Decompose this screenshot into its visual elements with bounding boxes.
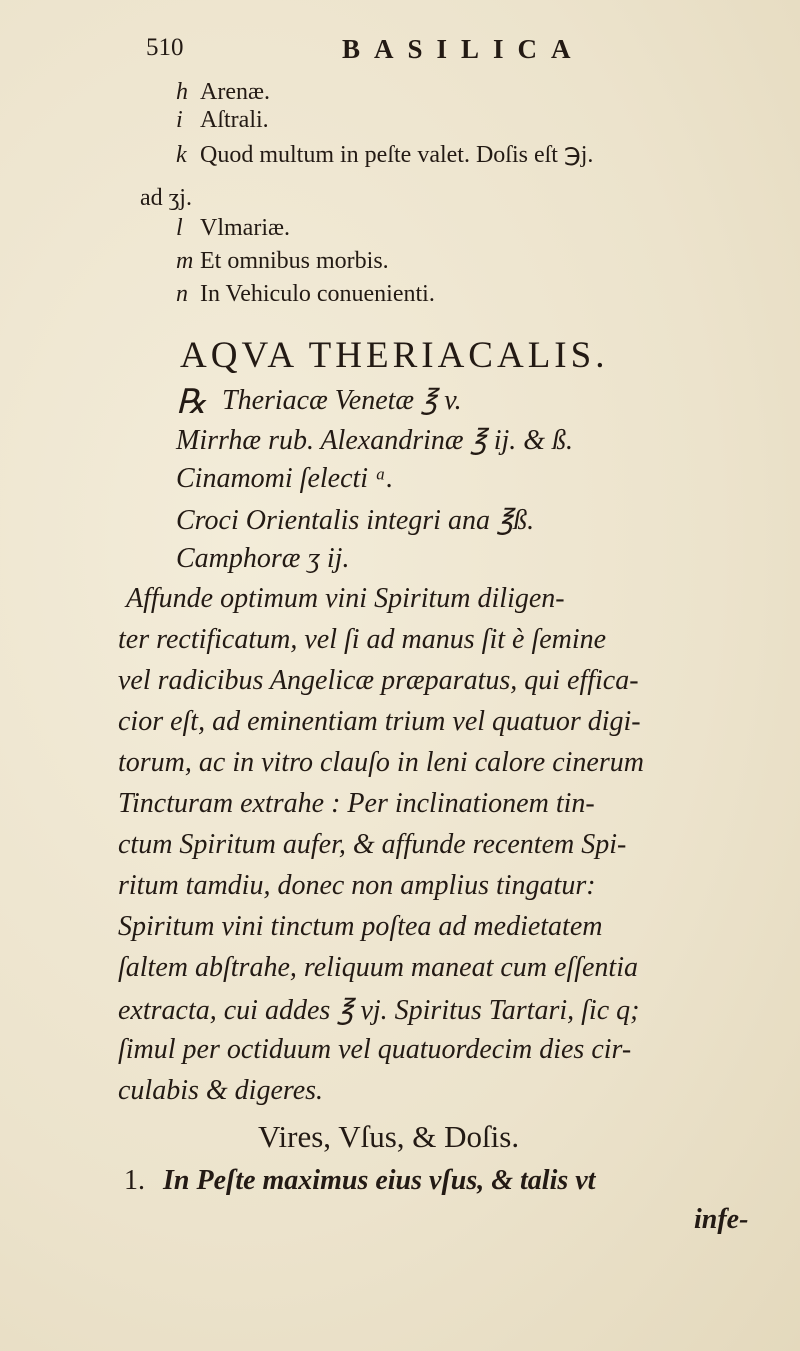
body-text-line: cior eſt, ad eminentiam trium vel quatuor digi- [118, 706, 641, 737]
ingredient-line: Theriacæ Venetæ ℥ v. [222, 385, 462, 416]
body-text-line: Affunde optimum vini Spiritum diligen- [126, 583, 565, 614]
note-line: n In Vehiculo conuenienti. [176, 281, 435, 307]
note-line: i Aſtrali. [176, 107, 269, 133]
running-title: BASILICA [342, 34, 585, 64]
body-text-line: ritum tamdiu, donec non amplius tingatur: [118, 870, 596, 901]
body-text-line: ctum Spiritum aufer, & affunde recentem Spi- [118, 829, 627, 860]
catchword: infe- [694, 1204, 749, 1235]
body-text-line: culabis & digeres. [118, 1075, 324, 1106]
note-line: m Et omnibus morbis. [176, 248, 389, 274]
body-text-line: ter rectificatum, vel ſi ad manus ſit è ſemine [118, 624, 607, 655]
body-text-line: torum, ac in vitro clauſo in leni calore cinerum [118, 747, 644, 778]
page-number: 510 [146, 34, 184, 61]
ingredient-line: Cinamomi ſelecti ᵃ. [176, 463, 394, 494]
body-text-line: ſimul per octiduum vel quatuordecim dies cir- [118, 1034, 632, 1065]
body-text-line: Spiritum vini tinctum poſtea ad medietatem [118, 911, 603, 942]
recipe-symbol: ℞ [176, 384, 207, 421]
paragraph-number: 1. [124, 1165, 145, 1196]
numbered-paragraph [124, 1165, 595, 1197]
section-heading: AQVA THERIACALIS. [180, 335, 609, 376]
page-header [146, 34, 746, 74]
body-text-line: vel radicibus Angelicæ præparatus, qui effica- [118, 665, 639, 696]
note-line: k Quod multum in peſte valet. Doſis eſt ℈j. [176, 142, 594, 168]
ingredient-line: Croci Orientalis integri ana ℥ß. [176, 505, 535, 536]
body-text-line: ſaltem abſtrahe, reliquum maneat cum eſſentia [118, 952, 638, 983]
note-line: ad ʒj. [140, 185, 192, 211]
paragraph-text: In Peſte maximus eius vſus, & talis vt [163, 1165, 596, 1196]
body-text-line: Tincturam extrahe : Per inclinationem tin- [118, 788, 595, 819]
note-line: h Arenæ. [176, 79, 270, 105]
body-text-line: extracta, cui addes ℥ vj. Spiritus Tartari, ſic q; [118, 995, 640, 1026]
subsection-heading: Vires, Vſus, & Doſis. [258, 1119, 520, 1154]
ingredient-line: Mirrhæ rub. Alexandrinæ ℥ ij. & ß. [176, 425, 574, 456]
note-line: l Vlmariæ. [176, 215, 290, 241]
ingredient-line: Camphoræ ʒ ij. [176, 543, 350, 574]
